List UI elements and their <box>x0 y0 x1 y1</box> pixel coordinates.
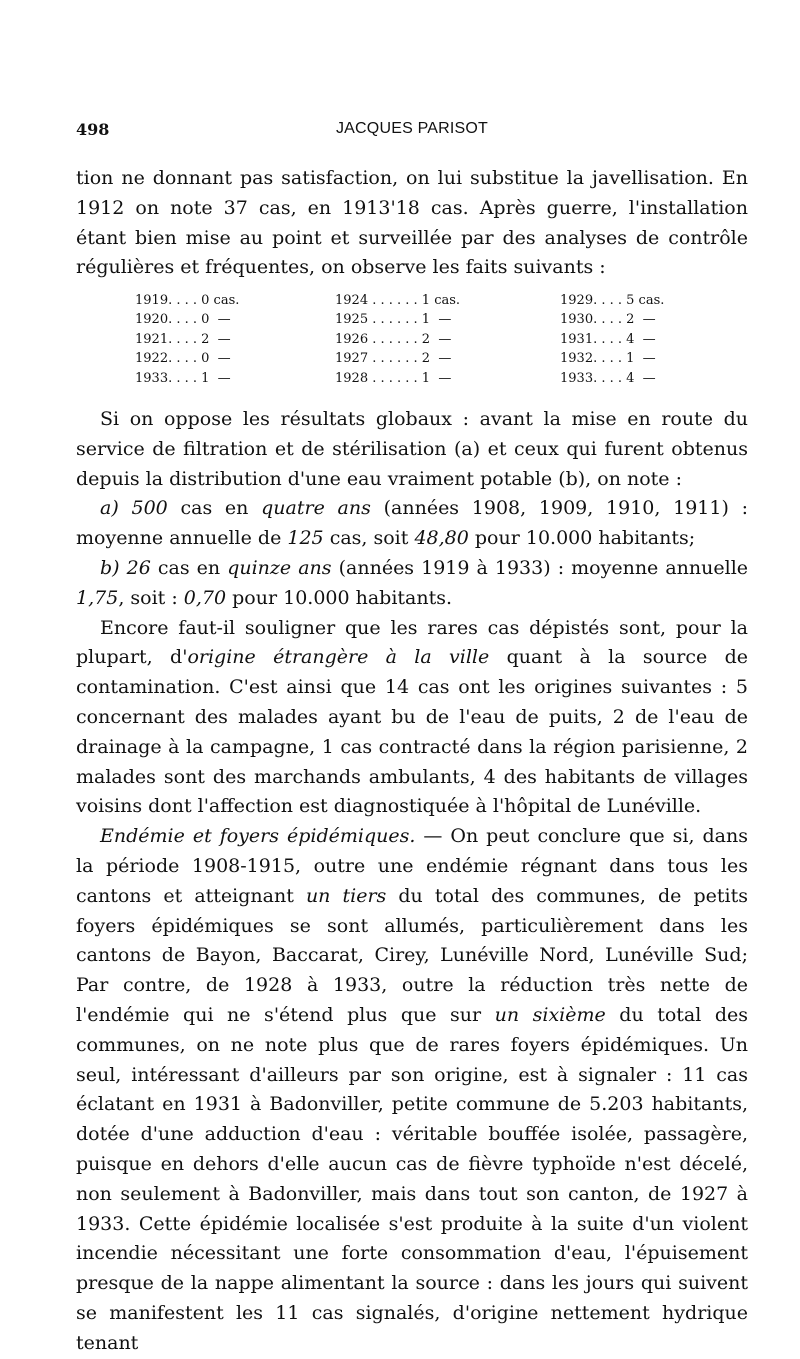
table-cell: 1925 . . . . . . 1 — <box>335 312 452 328</box>
emphasis-phrase: un sixième <box>494 1003 606 1026</box>
comparison-paragraph: Si on oppose les résultats globaux : avant la mise en route du service de filtration et de stérilisation (a) et ceux qui furent obtenus depuis la distribution d'une eau vraiment potable (b), on note : <box>76 408 748 490</box>
table-row <box>135 369 725 388</box>
table-cell: 1933. . . . 4 — <box>560 370 656 386</box>
table-cell: 1920. . . . 0 — <box>135 312 231 328</box>
text-run: Encore faut-il souligner que les rares cas dépistés sont, pour la plupart, d' <box>76 616 748 669</box>
text-run: (années 1908, 1909, 1910, 1911) : moyenne annuelle de <box>76 497 749 550</box>
endemic-paragraph <box>76 822 748 1358</box>
table-cell: 1921. . . . 2 — <box>135 331 231 347</box>
intro-paragraph: tion ne donnant pas satisfaction, on lui substitue la javellisation. En 1912 on note 37 cas, en 1913'18 cas. Après guerre, l'installation étant bien mise au point et surveillée par des analyses de contrôle régulières et fréquentes, on observe les faits suivants : <box>76 167 748 279</box>
case-count: 500 <box>131 497 168 520</box>
period-phrase: quinze ans <box>227 556 332 579</box>
item-label: a) <box>100 497 119 520</box>
period-b-paragraph <box>76 554 748 614</box>
annual-mean: 1,75 <box>76 586 119 609</box>
origins-paragraph <box>76 614 748 823</box>
text-run: pour 10.000 habitants. <box>232 586 453 609</box>
table-cell: 1929. . . . 5 cas. <box>560 293 665 308</box>
text-run: (années 1919 à 1933) : moyenne annuelle <box>338 556 749 579</box>
text-run: pour 10.000 habitants; <box>474 527 696 550</box>
text-run: cas en <box>157 556 221 579</box>
item-label: b) <box>100 556 120 579</box>
table-cell: 1931. . . . 4 — <box>560 331 656 347</box>
table-cell: 1930. . . . 2 — <box>560 312 656 328</box>
text-run: cas en <box>180 497 249 520</box>
table-cell: 1928 . . . . . . 1 — <box>335 370 452 386</box>
text-run: quant à la source de contamination. C'est ainsi que 14 cas ont les origines suivantes : 5 concernant des malades ayant bu de l'eau de puits, 2 de l'eau de drainage à la campagne, 1 cas contracté dans la région parisienne, 2 malades sont des marchands ambulants, 4 des habitants de villages voisins dont l'affection est diagnostiquée à l'hôpital de Lunéville. <box>76 646 748 818</box>
case-count: 26 <box>126 556 151 579</box>
table-cell: 1922. . . . 0 — <box>135 351 231 367</box>
period-a-paragraph <box>76 494 748 554</box>
typhoid-cases-table <box>135 291 725 388</box>
annual-mean: 125 <box>287 527 324 550</box>
text-run: du total des communes, on ne note plus que de rares foyers épidémiques. Un seul, intéressant d'ailleurs par son origine, est à signaler : 11 cas éclatant en 1931 à Badonviller, petite commune de 5.203 habitants, dotée d'une adduction d'eau : véritable bouffée isolée, passagère, puisque en dehors d'elle aucun cas de fièvre typhoïde n'est décelé, non seulement à Badonviller, mais dans tout son canton, de 1927 à 1933. Cette épidémie localisée s'est produite à la suite d'un violent incendie nécessitant une forte consommation d'eau, l'épuisement presque de la nappe alimentant la source : dans les jours qui suivent se manifestent les 11 cas signalés, d'origine nettement hydrique tenant <box>76 1003 749 1354</box>
running-title: JACQUES PARISOT <box>335 120 489 137</box>
table-cell: 1933. . . . 1 — <box>135 370 231 386</box>
main-text <box>76 405 748 1359</box>
page-number: 498 <box>76 120 110 139</box>
text-run: , soit : <box>118 586 178 609</box>
table-cell: 1919. . . . 0 cas. <box>135 293 240 308</box>
period-phrase: quatre ans <box>261 497 371 520</box>
table-row <box>135 291 725 310</box>
text-run: cas, soit <box>329 527 409 550</box>
table-cell: 1932. . . . 1 — <box>560 351 656 367</box>
origin-phrase: origine étrangère à la ville <box>187 646 490 669</box>
table-cell: 1927 . . . . . . 2 — <box>335 351 452 367</box>
emphasis-phrase: un tiers <box>305 884 387 907</box>
rate-value: 48,80 <box>414 527 469 550</box>
table-row <box>135 310 725 329</box>
intro-paragraph-block <box>76 164 748 283</box>
table-row <box>135 349 725 368</box>
table-cell: 1926 . . . . . . 2 — <box>335 331 452 347</box>
text-run: du total des communes, de petits foyers épidémiques se sont allumés, particulièrement dans les cantons de Bayon, Baccarat, Cirey, Lunéville Nord, Lunéville Sud; Par contre, de 1928 à 1933, outre la réduction très nette de l'endémie qui ne s'étend plus que sur <box>76 884 749 1026</box>
rate-value: 0,70 <box>183 586 227 609</box>
table-cell: 1924 . . . . . . 1 cas. <box>335 293 461 308</box>
section-heading: Endémie et foyers épidémiques. <box>100 825 416 848</box>
text-run: — On peut conclure que si, dans la période 1908-1915, outre une endémie régnant dans tous les cantons et atteignant <box>76 825 748 907</box>
table-row <box>135 330 725 349</box>
page-header <box>76 116 748 146</box>
